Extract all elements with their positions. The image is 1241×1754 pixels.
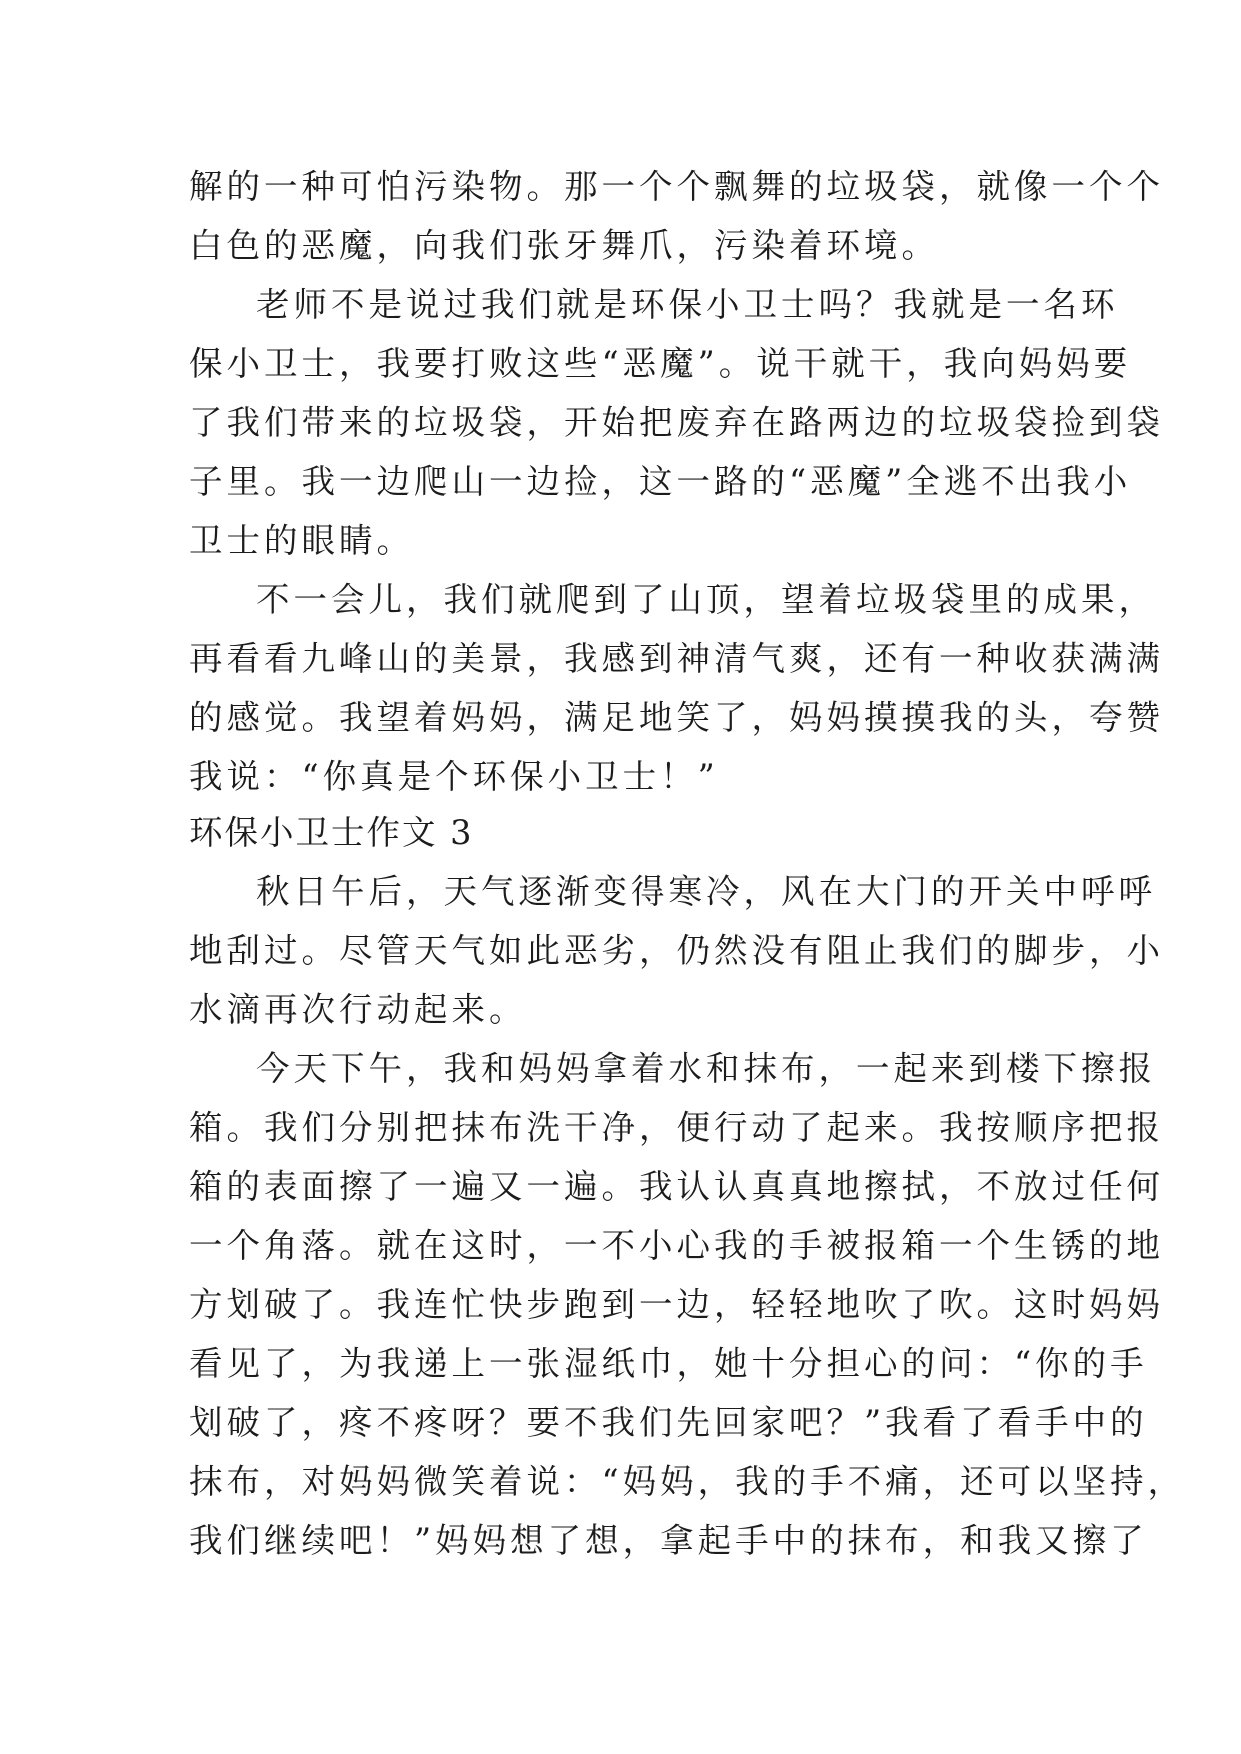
text-line: 一个角落。就在这时，一不小心我的手被报箱一个生锈的地 (189, 1226, 1164, 1265)
section-heading: 环保小卫士作文 3 (189, 813, 474, 852)
text-line: 看见了，为我递上一张湿纸巾，她十分担心的问：“你的手 (189, 1344, 1148, 1383)
text-line: 再看看九峰山的美景，我感到神清气爽，还有一种收获满满 (189, 639, 1164, 678)
text-line: 我说：“你真是个环保小卫士！” (189, 757, 719, 796)
text-line: 水滴再次行动起来。 (189, 990, 527, 1029)
text-line: 我们继续吧！”妈妈想了想，拿起手中的抹布，和我又擦了 (189, 1521, 1148, 1560)
text-line: 划破了，疼不疼呀？要不我们先回家吧？”我看了看手中的 (189, 1403, 1148, 1442)
text-line: 地刮过。尽管天气如此恶劣，仍然没有阻止我们的脚步，小 (189, 931, 1164, 970)
text-line: 的感觉。我望着妈妈，满足地笑了，妈妈摸摸我的头，夸赞 (189, 698, 1164, 737)
text-line: 箱。我们分别把抹布洗干净，便行动了起来。我按顺序把报 (189, 1108, 1164, 1147)
text-line: 白色的恶魔，向我们张牙舞爪，污染着环境。 (189, 226, 939, 265)
paragraph-start-line: 不一会儿，我们就爬到了山顶，望着垃圾袋里的成果， (256, 580, 1156, 619)
text-line: 子里。我一边爬山一边捡，这一路的“恶魔”全逃不出我小 (189, 462, 1132, 501)
text-line: 抹布，对妈妈微笑着说：“妈妈，我的手不痛，还可以坚持， (189, 1462, 1186, 1501)
text-line: 卫士的眼睛。 (189, 521, 414, 560)
text-line: 了我们带来的垃圾袋，开始把废弃在路两边的垃圾袋捡到袋 (189, 403, 1164, 442)
paragraph-start-line: 秋日午后，天气逐渐变得寒冷，风在大门的开关中呼呼 (256, 872, 1156, 911)
text-line: 箱的表面擦了一遍又一遍。我认认真真地擦拭，不放过任何 (189, 1167, 1164, 1206)
paragraph-start-line: 今天下午，我和妈妈拿着水和抹布，一起来到楼下擦报 (256, 1049, 1156, 1088)
text-line: 解的一种可怕污染物。那一个个飘舞的垃圾袋，就像一个个 (189, 167, 1164, 206)
text-line: 保小卫士，我要打败这些“恶魔”。说干就干，我向妈妈要 (189, 344, 1132, 383)
paragraph-start-line: 老师不是说过我们就是环保小卫士吗？我就是一名环 (256, 285, 1119, 324)
text-line: 方划破了。我连忙快步跑到一边，轻轻地吹了吹。这时妈妈 (189, 1285, 1164, 1324)
